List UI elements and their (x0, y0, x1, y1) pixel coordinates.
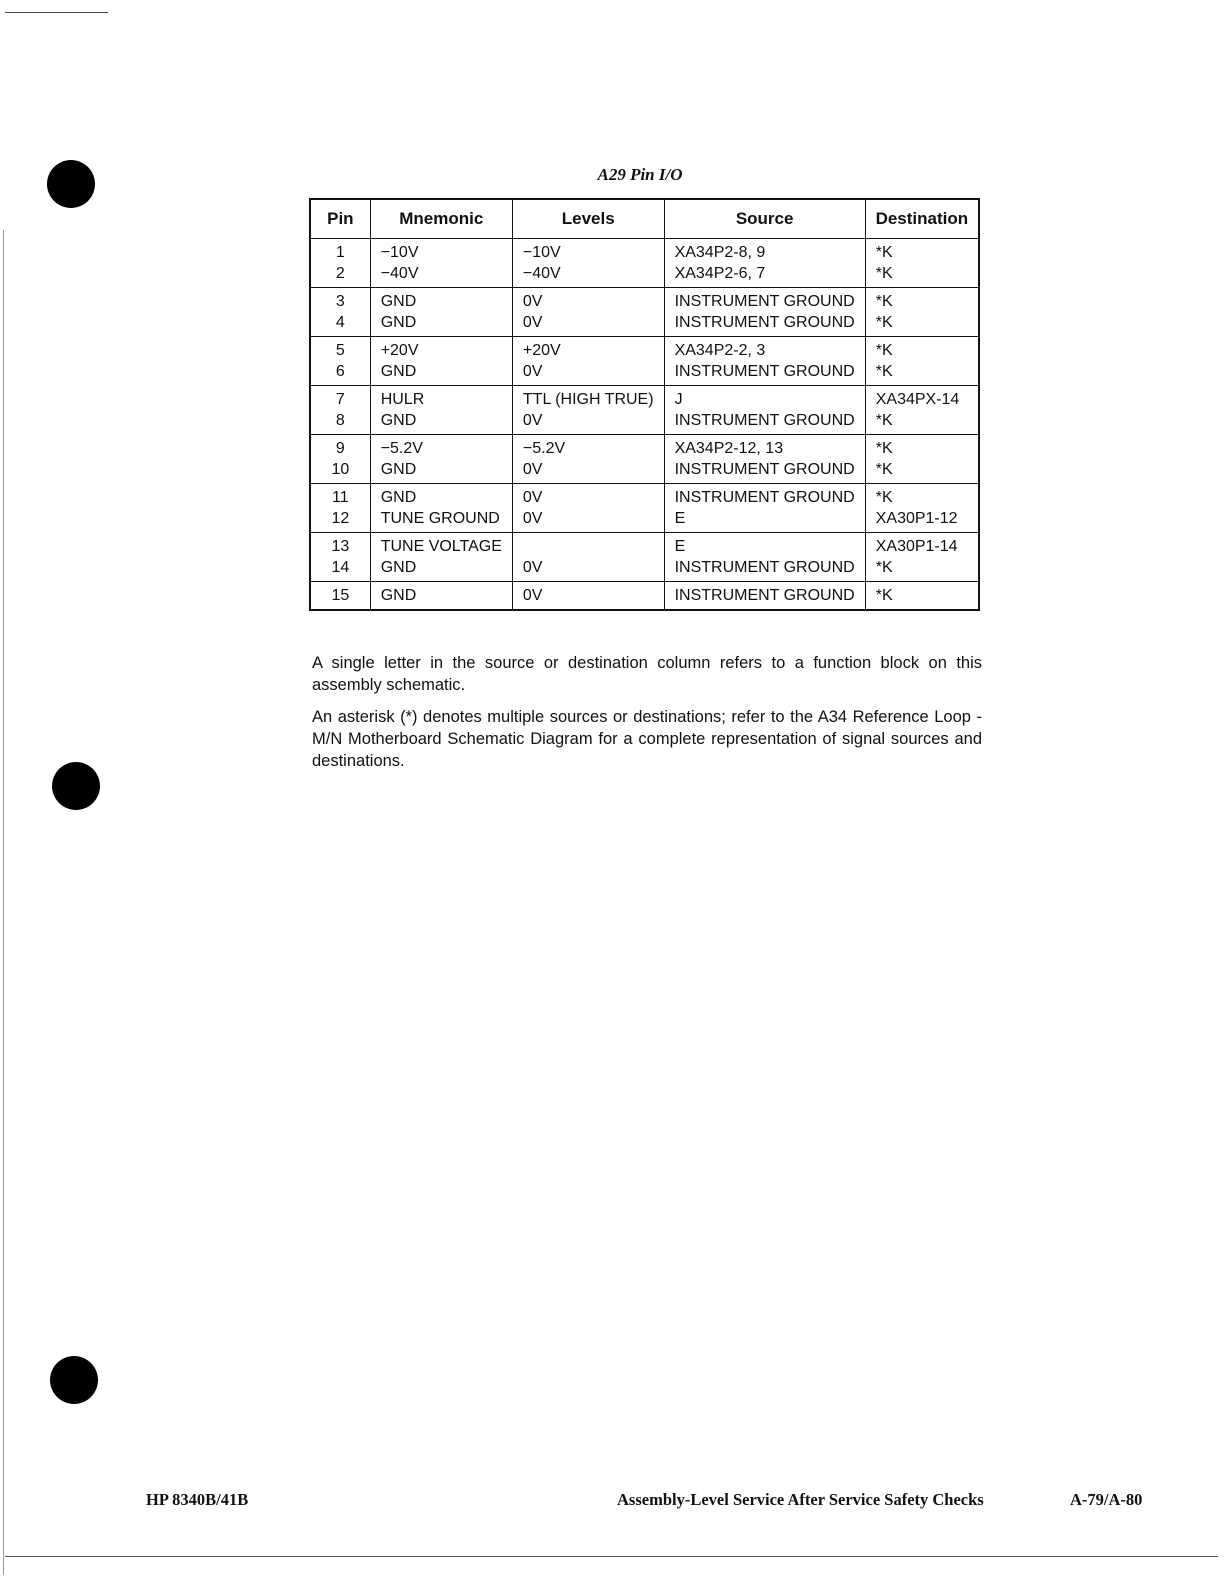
table-row (310, 263, 979, 288)
notes (312, 652, 982, 782)
cell-levels: TTL (HIGH TRUE) (512, 386, 664, 411)
cell-pin: 13 (310, 533, 370, 558)
cell-levels: 0V (512, 557, 664, 582)
table-row (310, 386, 979, 411)
cell-mnemonic: HULR (370, 386, 512, 411)
cell-mnemonic: +20V (370, 337, 512, 362)
cell-source: INSTRUMENT GROUND (664, 361, 865, 386)
cell-destination: *K (865, 410, 979, 435)
cell-levels: 0V (512, 484, 664, 509)
note-paragraph: A single letter in the source or destination column refers to a function block on this assembly schematic. (312, 654, 982, 694)
cell-destination: *K (865, 288, 979, 313)
footer-section: Assembly-Level Service After Service Safety Checks (617, 1490, 984, 1509)
table-row (310, 582, 979, 611)
footer-page-number: A-79/A-80 (1070, 1490, 1143, 1509)
cell-source: INSTRUMENT GROUND (664, 484, 865, 509)
cell-source: INSTRUMENT GROUND (664, 312, 865, 337)
cell-mnemonic: −40V (370, 263, 512, 288)
table-row (310, 533, 979, 558)
table-row (310, 557, 979, 582)
cell-pin: 10 (310, 459, 370, 484)
cell-source: INSTRUMENT GROUND (664, 582, 865, 611)
cell-pin: 12 (310, 508, 370, 533)
cell-levels: 0V (512, 582, 664, 611)
cell-pin: 11 (310, 484, 370, 509)
cell-source: INSTRUMENT GROUND (664, 410, 865, 435)
cell-mnemonic: GND (370, 582, 512, 611)
header-levels: Levels (512, 199, 664, 239)
cell-levels: −10V (512, 239, 664, 264)
cell-pin: 8 (310, 410, 370, 435)
cell-destination: XA34PX-14 (865, 386, 979, 411)
table-row (310, 484, 979, 509)
cell-mnemonic: GND (370, 557, 512, 582)
table-header-row (310, 199, 979, 239)
cell-mnemonic: GND (370, 459, 512, 484)
table-row (310, 410, 979, 435)
cell-source: INSTRUMENT GROUND (664, 288, 865, 313)
cell-pin: 9 (310, 435, 370, 460)
table-row (310, 288, 979, 313)
cell-destination: *K (865, 582, 979, 611)
cell-mnemonic: TUNE VOLTAGE (370, 533, 512, 558)
cell-levels: 0V (512, 410, 664, 435)
note-paragraph: An asterisk (*) denotes multiple sources or destinations; refer to the A34 Reference Loop - M/N Motherboard Schematic Diagram for a complete representation of signal sources and destinations. (312, 708, 982, 770)
cell-source: XA34P2-8, 9 (664, 239, 865, 264)
cell-mnemonic: GND (370, 410, 512, 435)
binder-hole-middle (52, 762, 100, 810)
cell-levels: 0V (512, 288, 664, 313)
table-row (310, 459, 979, 484)
header-destination: Destination (865, 199, 979, 239)
cell-source: E (664, 508, 865, 533)
cell-pin: 4 (310, 312, 370, 337)
cell-destination: *K (865, 263, 979, 288)
cell-levels: −40V (512, 263, 664, 288)
cell-levels (512, 533, 664, 558)
cell-source: XA34P2-2, 3 (664, 337, 865, 362)
table-row (310, 508, 979, 533)
page-edge (3, 230, 4, 1575)
cell-levels: 0V (512, 361, 664, 386)
binder-hole-top (47, 160, 95, 208)
cell-pin: 3 (310, 288, 370, 313)
cell-levels: −5.2V (512, 435, 664, 460)
cell-mnemonic: GND (370, 288, 512, 313)
cell-source: XA34P2-6, 7 (664, 263, 865, 288)
cell-pin: 2 (310, 263, 370, 288)
table-body (310, 239, 979, 611)
cell-destination: *K (865, 312, 979, 337)
table-row (310, 312, 979, 337)
cell-mnemonic: −10V (370, 239, 512, 264)
cell-source: J (664, 386, 865, 411)
table-caption: A29 Pin I/O (597, 165, 683, 184)
cell-pin: 5 (310, 337, 370, 362)
cell-source: INSTRUMENT GROUND (664, 459, 865, 484)
cell-levels: 0V (512, 459, 664, 484)
cell-source: XA34P2-12, 13 (664, 435, 865, 460)
header-source: Source (664, 199, 865, 239)
cell-destination: *K (865, 435, 979, 460)
cell-pin: 6 (310, 361, 370, 386)
binder-hole-bottom (50, 1356, 98, 1404)
footer-model: HP 8340B/41B (146, 1490, 249, 1509)
cell-pin: 15 (310, 582, 370, 611)
header-mnemonic: Mnemonic (370, 199, 512, 239)
cell-mnemonic: GND (370, 312, 512, 337)
cell-destination: *K (865, 484, 979, 509)
cell-levels: +20V (512, 337, 664, 362)
bottom-rule (5, 1556, 1218, 1557)
header-pin: Pin (310, 199, 370, 239)
cell-source: INSTRUMENT GROUND (664, 557, 865, 582)
cell-pin: 7 (310, 386, 370, 411)
cell-destination: *K (865, 239, 979, 264)
cell-source: E (664, 533, 865, 558)
cell-mnemonic: −5.2V (370, 435, 512, 460)
cell-levels: 0V (512, 508, 664, 533)
cell-destination: *K (865, 361, 979, 386)
top-rule (5, 12, 108, 13)
table-row (310, 361, 979, 386)
cell-mnemonic: GND (370, 361, 512, 386)
cell-destination: *K (865, 459, 979, 484)
cell-pin: 1 (310, 239, 370, 264)
table-row (310, 435, 979, 460)
cell-destination: XA30P1-14 (865, 533, 979, 558)
cell-mnemonic: GND (370, 484, 512, 509)
table-row (310, 239, 979, 264)
cell-mnemonic: TUNE GROUND (370, 508, 512, 533)
cell-destination: *K (865, 337, 979, 362)
cell-levels: 0V (512, 312, 664, 337)
pin-io-table (309, 198, 980, 611)
cell-pin: 14 (310, 557, 370, 582)
cell-destination: XA30P1-12 (865, 508, 979, 533)
table-row (310, 337, 979, 362)
cell-destination: *K (865, 557, 979, 582)
